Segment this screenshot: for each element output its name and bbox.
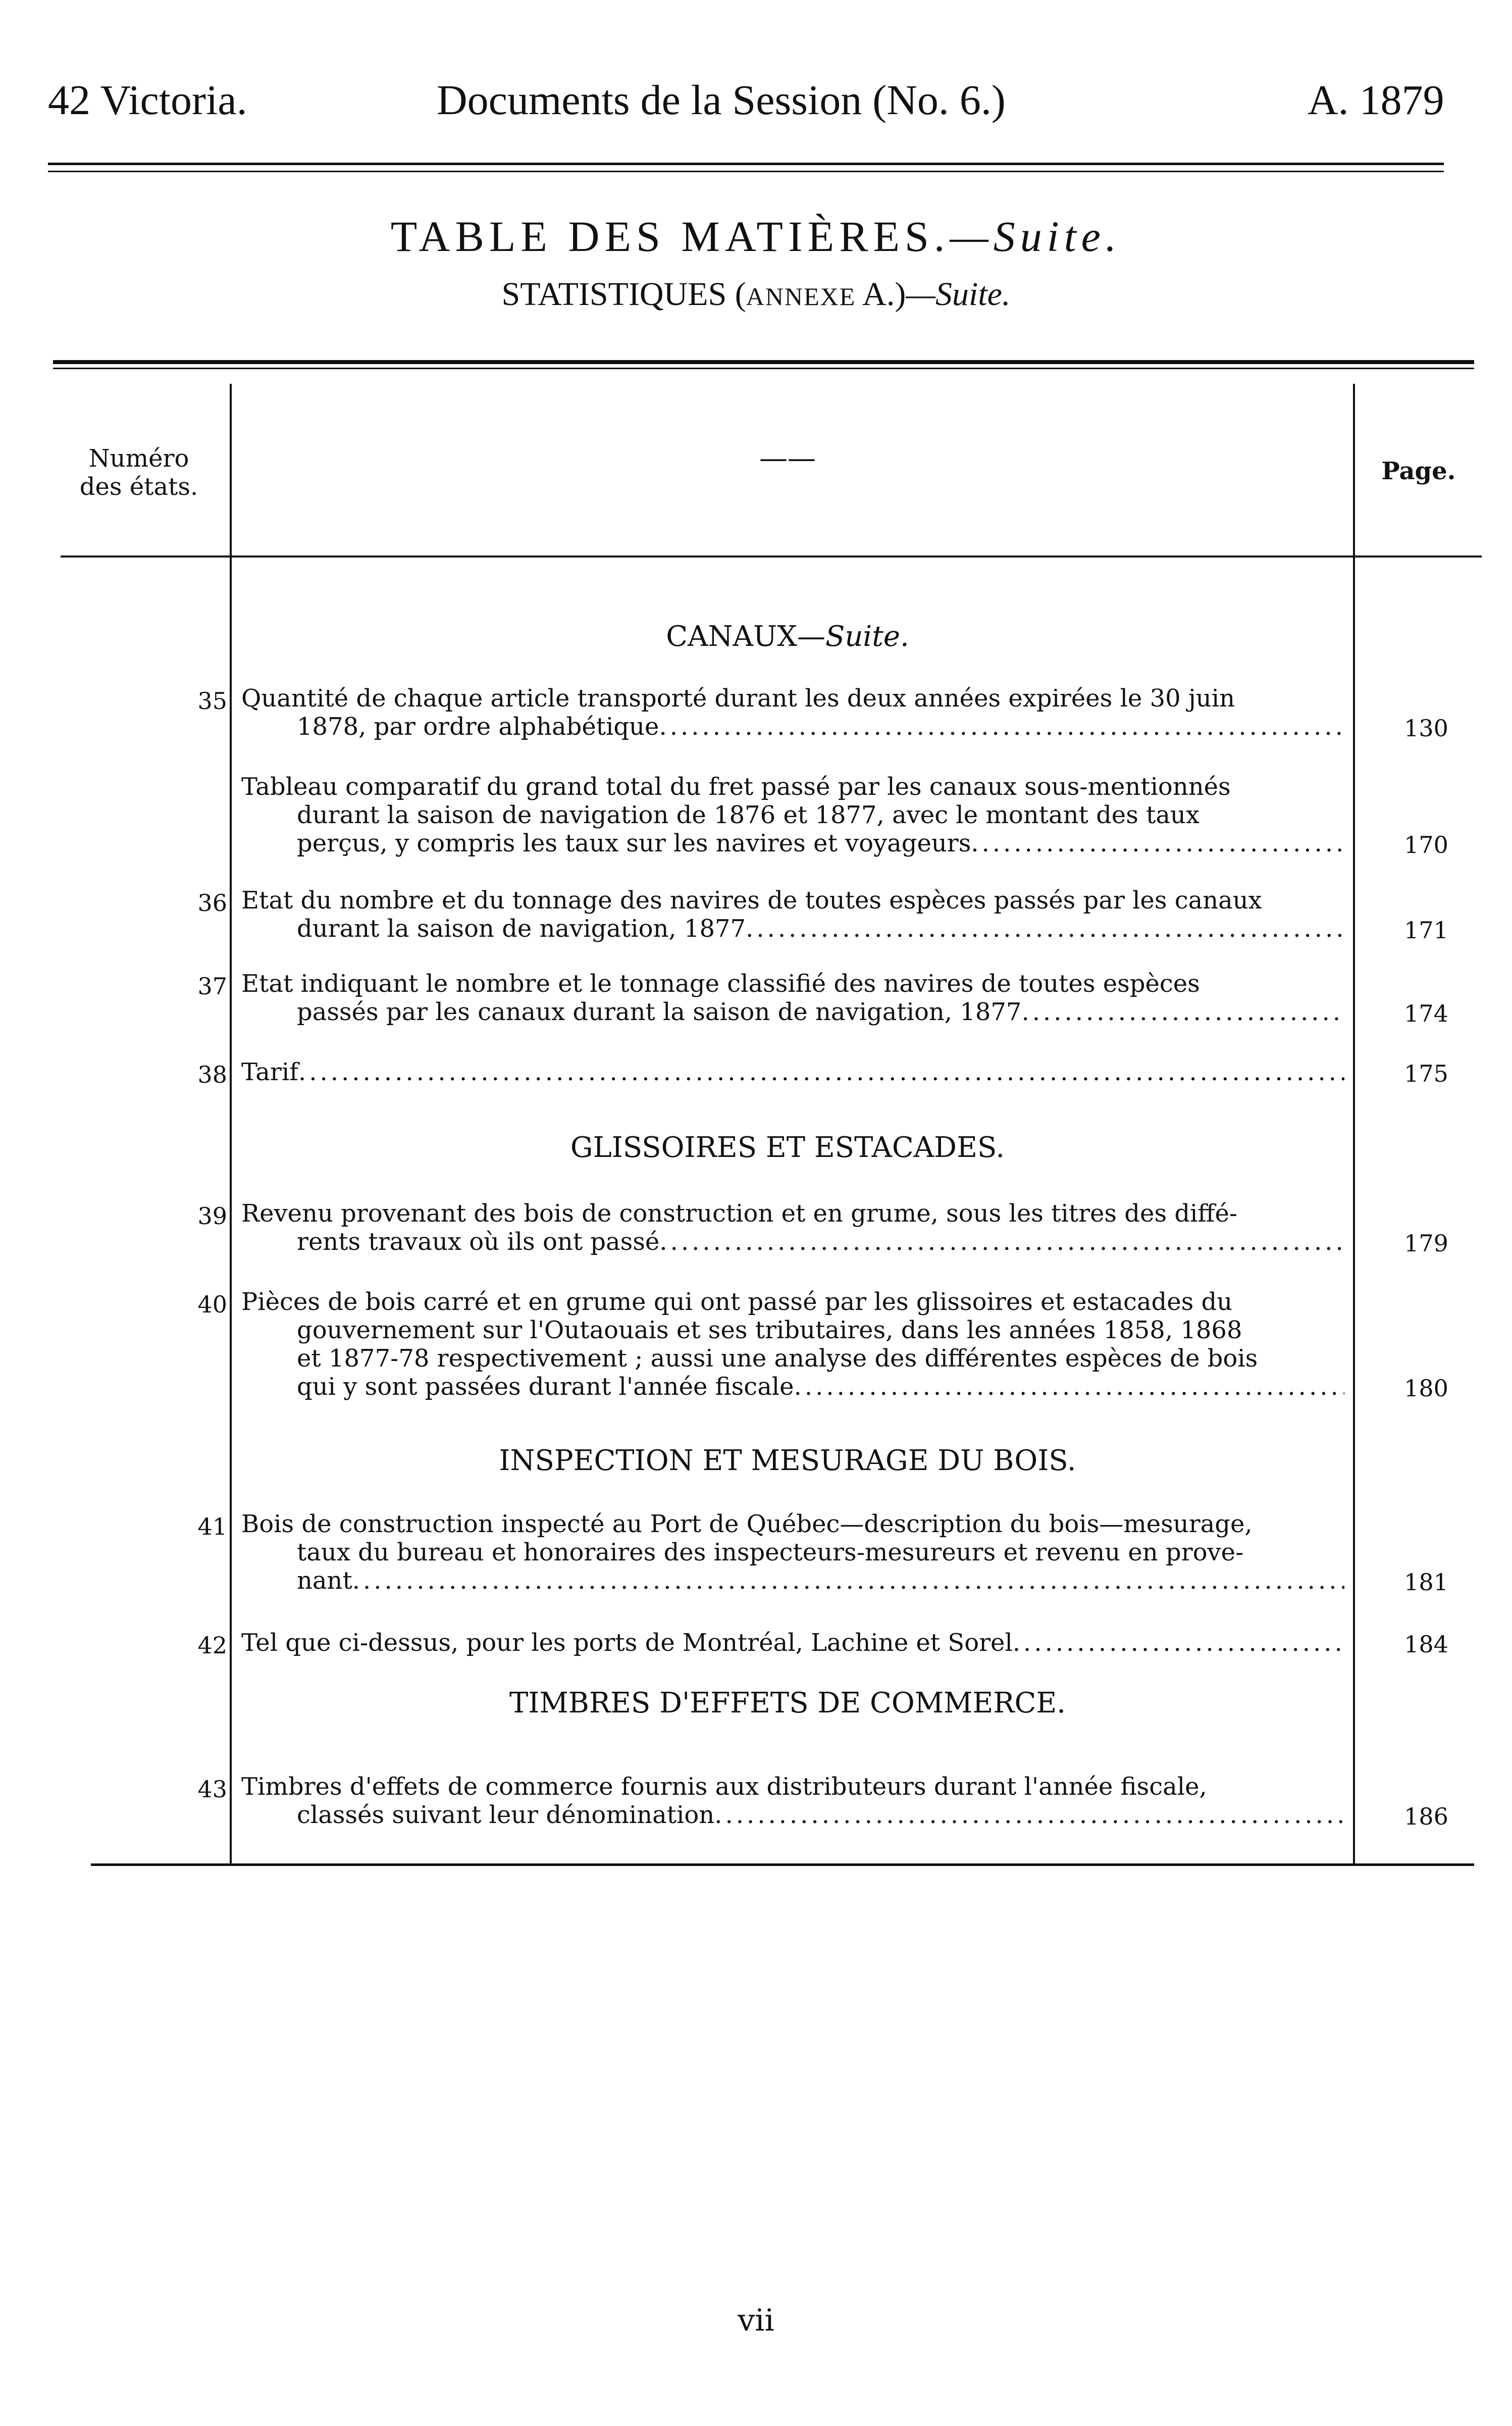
leader-dots [352,1566,1344,1595]
entry-page-number: 130 [1404,715,1448,742]
section-title: CANAUX [666,620,797,653]
table-rule-top [53,360,1474,364]
column-header-description: —— [759,442,816,475]
section-heading-glissoires [232,1131,1343,1164]
entry-text-line: durant la saison de navigation de 1876 et 1877, avec le montant des taux [297,801,1200,829]
leader-dots [1021,998,1344,1026]
leader-dots [746,915,1344,943]
entry-text-line: classés suivant leur dénomination [297,1801,715,1829]
title-main: TABLE DES MATIÈRES. [390,212,950,261]
page-title [0,211,1512,262]
table-rule-bottom [91,1863,1474,1866]
table-row [241,1199,1344,1256]
column-header-number [53,444,225,501]
subtitle-smallcaps: ANNEXE [746,282,856,311]
table-rule-top-thin [53,368,1474,369]
entry-number: 35 [197,687,227,715]
section-heading-timbres [232,1687,1343,1720]
entry-number: 41 [197,1513,227,1540]
leader-dots [659,1228,1344,1256]
entry-text-line: gouvernement sur l'Outaouais et ses tributaires, dans les années 1858, 1868 [297,1316,1242,1344]
entry-text-line: Quantité de chaque article transporté durant les deux années expirées le 30 juin [241,684,1235,713]
title-suffix: —Suite. [950,212,1122,261]
column-header-page: Page. [1381,457,1456,485]
entry-page-number: 174 [1404,1000,1448,1027]
table-row [241,970,1344,1026]
subtitle-mid: A.) [856,276,906,313]
table-row [241,684,1344,741]
entry-number: 43 [197,1776,227,1803]
leader-dots [714,1801,1344,1829]
entry-text-line: rents travaux où ils ont passé [297,1228,660,1256]
entry-text-line: taux du bureau et honoraires des inspecteurs-mesureurs et revenu en prove- [297,1538,1244,1566]
section-heading-inspection [232,1444,1343,1477]
entry-text-line: et 1877-78 respectivement ; aussi une analyse des différentes espèces de bois [297,1344,1258,1373]
entry-text-line: Tableau comparatif du grand total du fret passé par les canaux sous-mentionnés [241,773,1231,801]
table-row [241,1773,1344,1829]
section-suffix: —Suite. [797,620,909,653]
entry-page-number: 181 [1404,1569,1448,1596]
header-rule-top [48,163,1444,165]
section-title: TIMBRES D'EFFETS DE COMMERCE. [509,1687,1066,1720]
entry-text-line: Etat indiquant le nombre et le tonnage classifié des navires de toutes espèces [241,970,1200,998]
table-row [241,773,1344,857]
entry-number: 36 [197,889,227,917]
entry-text-line: durant la saison de navigation, 1877 [297,915,746,943]
entry-number: 39 [197,1202,227,1230]
column-number-line2: des états. [79,473,198,501]
leader-dots [794,1373,1344,1401]
entry-text-line: perçus, y compris les taux sur les navires et voyageurs [297,829,971,857]
leader-dots [659,713,1344,741]
table-row [241,1510,1344,1595]
column-divider-right [1353,384,1355,1863]
entry-page-number: 171 [1404,917,1448,944]
page-subtitle [0,275,1512,314]
table-row [241,1288,1344,1401]
entry-text-line: nant [297,1566,352,1595]
entry-number: 40 [197,1291,227,1318]
entry-page-number: 175 [1404,1060,1448,1087]
entry-page-number: 186 [1404,1803,1448,1830]
entry-text-line: Revenu provenant des bois de construction et en grume, sous les titres des diffé- [241,1199,1238,1228]
entry-text-line: Tarif [241,1058,298,1086]
subtitle-suffix: —Suite. [906,276,1011,313]
entry-number: 42 [197,1632,227,1659]
column-divider-left [230,384,232,1863]
header-right: A. 1879 [1308,77,1444,124]
header-rule-bottom [48,171,1444,172]
entry-text-line: qui y sont passées durant l'année fiscale [297,1373,794,1401]
entry-text-line: Etat du nombre et du tonnage des navires de toutes espèces passés par les canaux [241,886,1262,915]
table-row [241,1058,1344,1086]
section-title: GLISSOIRES ET ESTACADES. [570,1131,1005,1164]
entry-number: 37 [197,973,227,1000]
table-row [241,1629,1344,1657]
leader-dots [298,1058,1344,1086]
table-row [241,886,1344,943]
entry-page-number: 179 [1404,1230,1448,1257]
leader-dots [971,829,1344,857]
table-header-rule [61,555,1482,558]
entry-text-line: Tel que ci-dessus, pour les ports de Montréal, Lachine et Sorel [241,1629,1013,1657]
entry-number: 38 [197,1061,227,1088]
header-center: Documents de la Session (No. 6.) [437,77,1006,124]
entry-text-line: Bois de construction inspecté au Port de Québec—description du bois—mesurage, [241,1510,1253,1538]
section-title: INSPECTION ET MESURAGE DU BOIS. [499,1444,1076,1477]
entry-text-line: 1878, par ordre alphabétique [297,713,659,741]
column-number-line1: Numéro [88,444,189,473]
header-left: 42 Victoria. [48,77,247,124]
entry-page-number: 184 [1404,1631,1448,1658]
entry-text-line: Timbres d'effets de commerce fournis aux distributeurs durant l'année fiscale, [241,1773,1207,1801]
running-header [0,76,1512,131]
section-heading-canaux [232,620,1343,653]
entry-page-number: 180 [1404,1375,1448,1402]
entry-text-line: passés par les canaux durant la saison de navigation, 1877 [297,998,1022,1026]
leader-dots [1013,1629,1344,1657]
entry-page-number: 170 [1404,831,1448,858]
entry-text-line: Pièces de bois carré et en grume qui ont passé par les glissoires et estacades du [241,1288,1233,1316]
subtitle-prefix: STATISTIQUES ( [501,276,746,313]
page-number: vii [738,2303,774,2338]
